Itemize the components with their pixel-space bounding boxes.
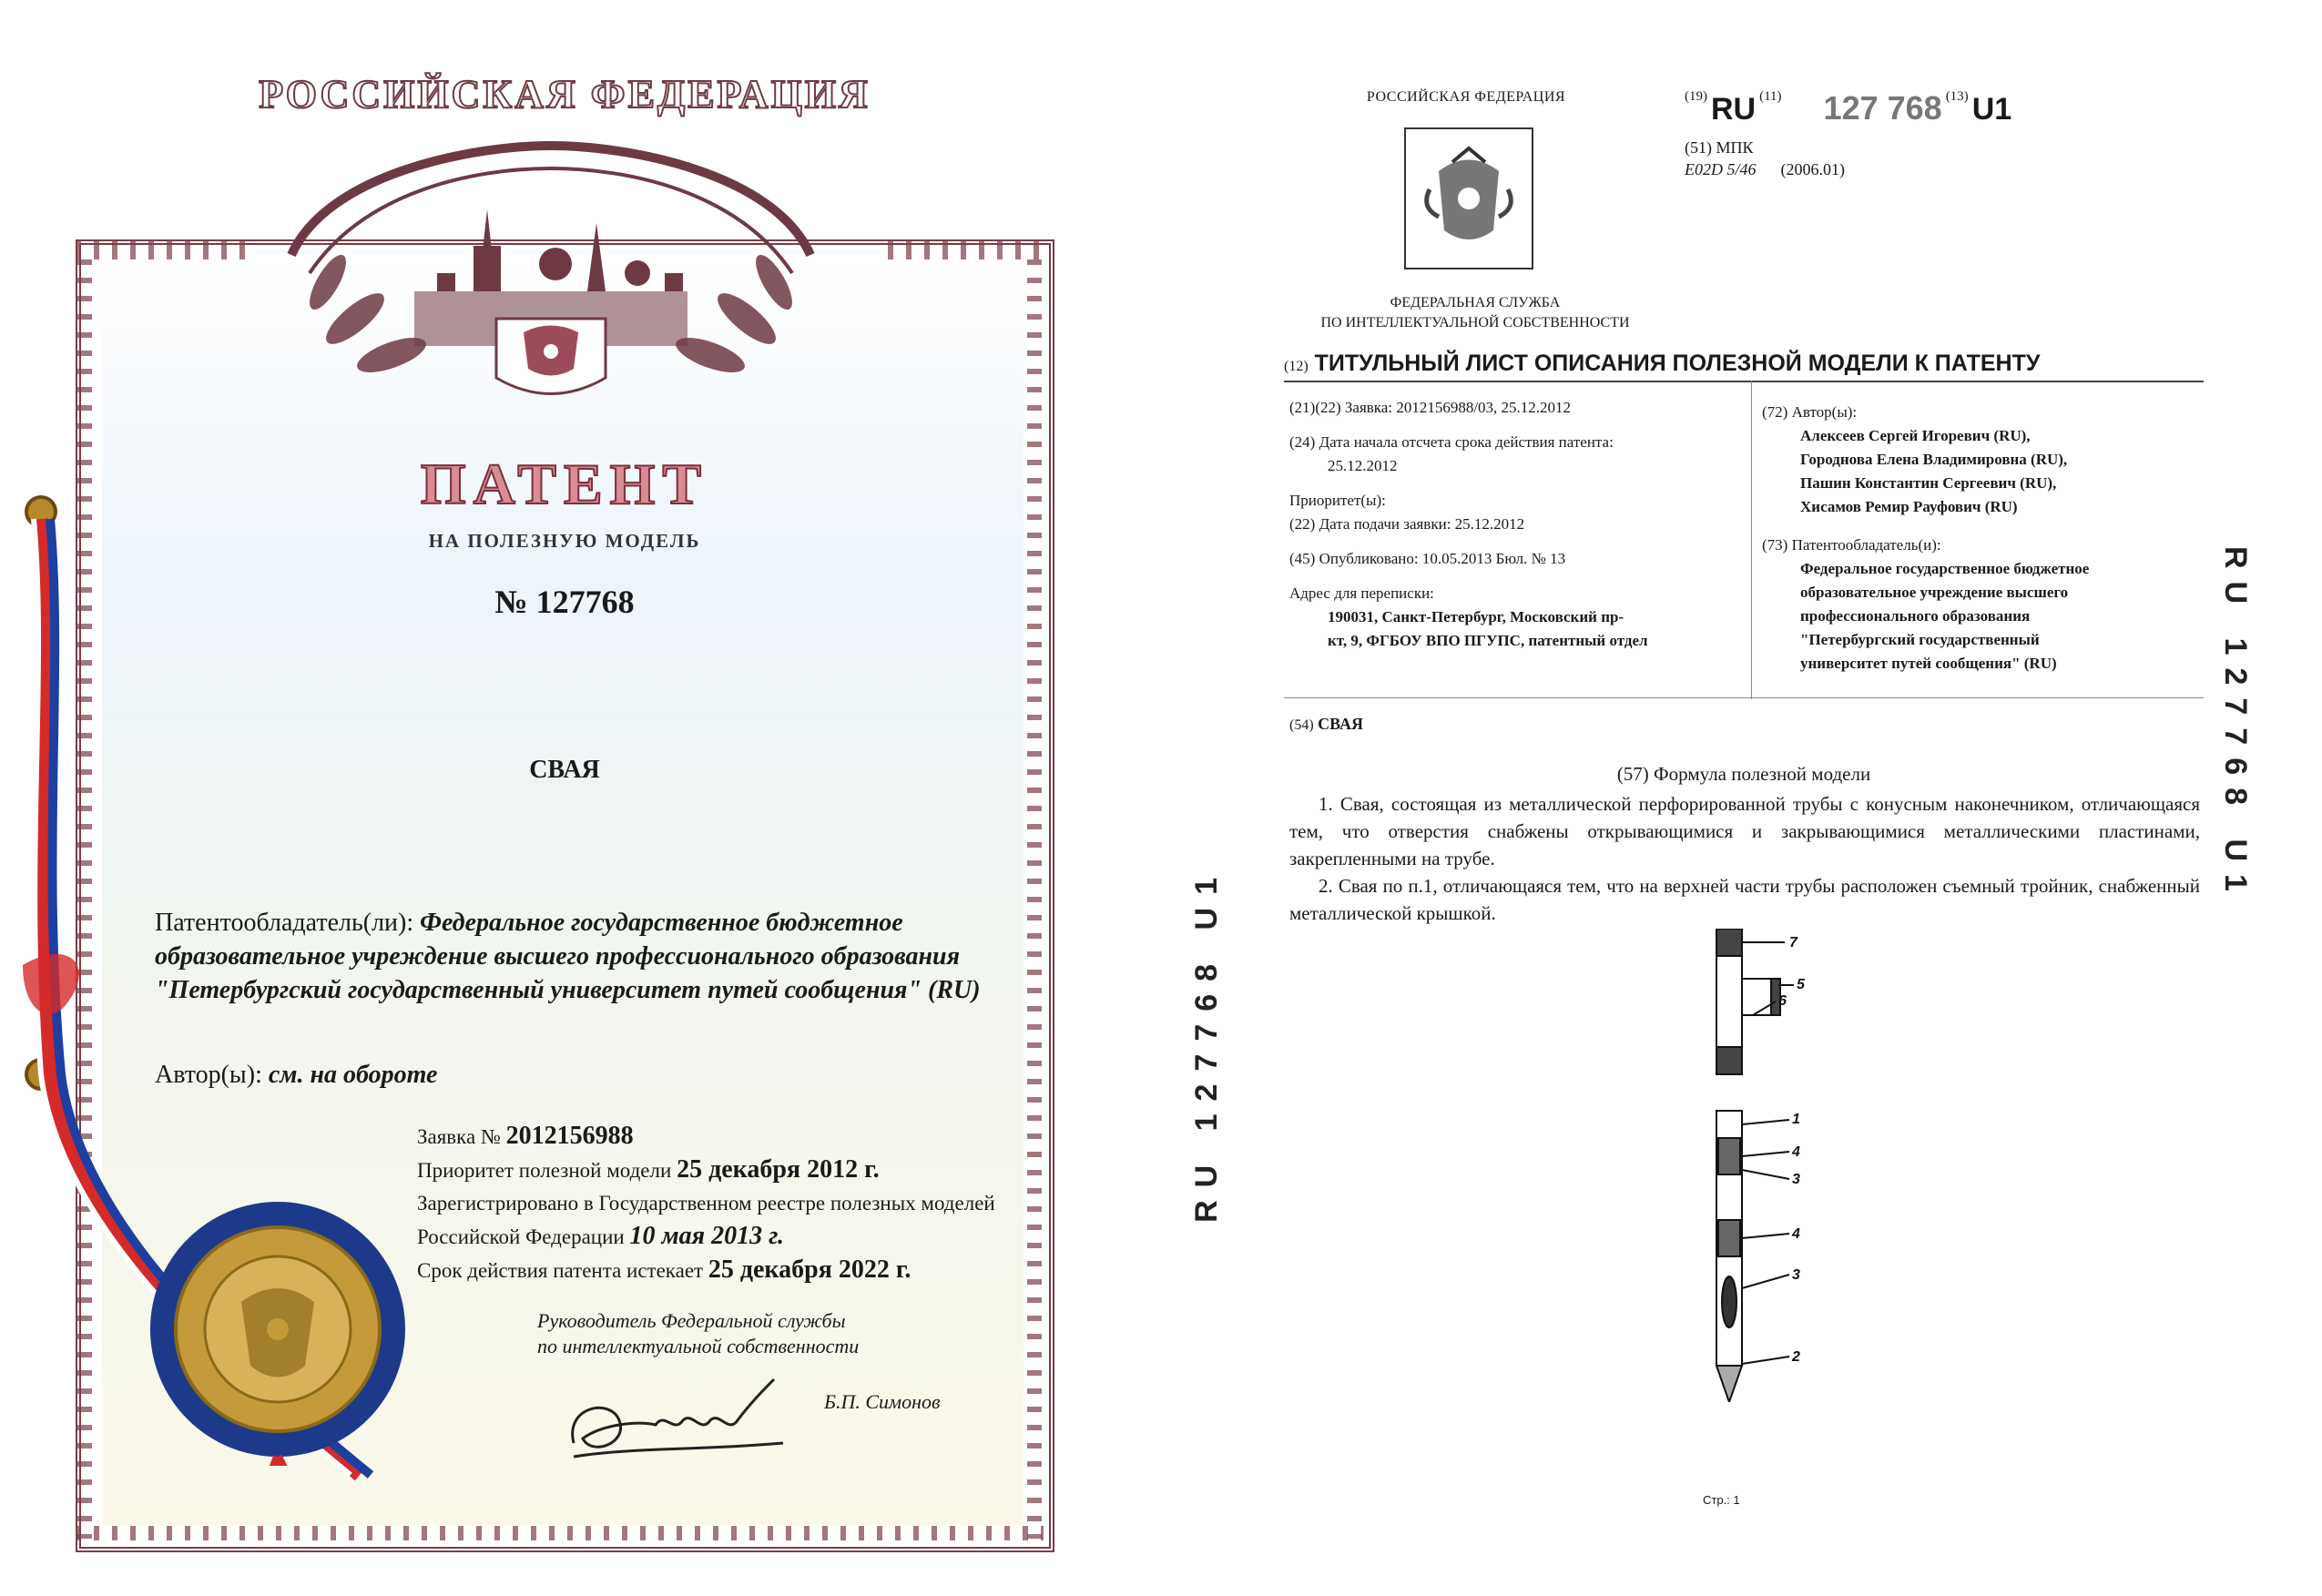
- country-code: RU: [1711, 92, 1757, 127]
- service-line: ФЕДЕРАЛЬНАЯ СЛУЖБА: [1390, 295, 1561, 310]
- priority-block: [1289, 489, 1745, 536]
- ipc-label: (51) МПК: [1685, 138, 1754, 157]
- patent-number: № 127768: [494, 584, 635, 620]
- registered-date: 10 мая 2013 г.: [629, 1222, 785, 1250]
- expiry-label: Срок действия патента истекает: [417, 1259, 704, 1282]
- frame-ornament: [1027, 259, 1042, 1539]
- ipc-class: E02D 5/46: [1685, 160, 1757, 178]
- author-item: Пашин Константин Сергеевич (RU),: [1800, 474, 2057, 492]
- side-code-left: RU 127768 U1: [1189, 865, 1224, 1223]
- drawing-label: 3: [1792, 1267, 1800, 1283]
- title-sheet: [1175, 0, 2322, 1596]
- priority-date: 25 декабря 2012 г.: [677, 1155, 880, 1184]
- registration-details: [417, 1120, 1000, 1287]
- pile-drawing: [1685, 929, 1867, 1402]
- address-line: 190031, Санкт-Петербург, Московский пр-: [1328, 608, 1624, 625]
- claim-1: 1. Свая, состоящая из металлической перфорированной трубы с конусным наконечником, отличающаяся тем, что отверстия снабжены открывающимися и закрывающимися металлическими пластинами, закрепленными на трубе.: [1289, 793, 2200, 869]
- authors-label: Автор(ы):: [155, 1061, 262, 1089]
- address-label: Адрес для переписки:: [1289, 585, 1434, 602]
- frame-ornament: [76, 239, 249, 259]
- signature: [555, 1370, 801, 1470]
- filing-date: (22) Дата подачи заявки: 25.12.2012: [1289, 515, 1525, 533]
- ipc-classification: [1685, 137, 1845, 180]
- priority-line: [417, 1154, 1000, 1187]
- drawing-label: 6: [1778, 993, 1787, 1009]
- invention-name: СВАЯ: [529, 756, 600, 784]
- drawing-label: 2: [1792, 1349, 1800, 1365]
- author-item: Алексеев Сергей Игоревич (RU),: [1800, 427, 2031, 444]
- title-code: (54): [1289, 717, 1314, 733]
- registered-label: Зарегистрировано в Государственном реестре полезных моделей Российской Федерации: [417, 1192, 995, 1248]
- start-date-block: [1289, 431, 1745, 478]
- claims-text: [1289, 790, 2200, 927]
- kremlin-wreath-emblem: [255, 137, 847, 410]
- holder-line: "Петербургский государственный: [1800, 631, 2040, 648]
- section-divider: [1284, 697, 2204, 698]
- sheet-heading: [1284, 351, 2204, 382]
- bibliographic-data: [1289, 396, 1745, 664]
- patent-number: 127 768: [1823, 89, 1942, 127]
- holder-line: университет путей сообщения" (RU): [1800, 655, 2057, 672]
- claim-2: 2. Свая по п.1, отличающаяся тем, что на верхней части трубы расположен съемный тройник, снабженный металлической крышкой.: [1289, 875, 2200, 924]
- address-line: кт, 9, ФГБОУ ВПО ПГУПС, патентный отдел: [1328, 632, 1648, 649]
- holder-line: профессионального образования: [1800, 607, 2031, 625]
- heading-code: (12): [1284, 359, 1309, 374]
- document-kind: U1: [1971, 92, 2012, 127]
- signer-name: Б.П. Симонов: [824, 1390, 941, 1413]
- drawing-label: 3: [1792, 1172, 1800, 1187]
- expiry-line: [417, 1254, 1000, 1287]
- title-text: СВАЯ: [1318, 715, 1364, 733]
- priority-label: Приоритет(ы):: [1289, 492, 1386, 509]
- side-code-right: RU 127768 U1: [2218, 546, 2253, 904]
- drawing-label: 7: [1789, 935, 1798, 950]
- application-label: Заявка №: [417, 1125, 501, 1148]
- address-block: [1289, 582, 1745, 653]
- application-line: [417, 1120, 1000, 1154]
- authors-value: см. на обороте: [268, 1061, 438, 1089]
- published-line: (45) Опубликовано: 10.05.2013 Бюл. № 13: [1289, 550, 1566, 567]
- page-number: Стр.: 1: [1703, 1493, 1740, 1507]
- certificate-header: РОССИЙСКАЯ ФЕДЕРАЦИЯ: [259, 72, 871, 117]
- authors-holders: [1762, 401, 2190, 676]
- expiry-date: 25 декабря 2022 г.: [708, 1255, 911, 1284]
- claims-heading: (57) Формула полезной модели: [1616, 763, 1871, 785]
- patent-title: ПАТЕНТ: [420, 452, 709, 516]
- author-item: Хисамов Ремир Рауфович (RU): [1800, 498, 2018, 515]
- patent-code-row: [1685, 89, 2011, 127]
- drawing-label: 4: [1792, 1144, 1800, 1160]
- author-item: Городнова Елена Владимировна (RU),: [1800, 451, 2068, 468]
- signer-title-line: по интеллектуальной собственности: [537, 1335, 860, 1357]
- patent-subtitle: НА ПОЛЕЗНУЮ МОДЕЛЬ: [428, 530, 701, 552]
- frame-ornament: [888, 239, 1044, 259]
- code-19: (19): [1685, 89, 1707, 104]
- frame-ornament: [76, 1526, 1044, 1540]
- drawing-label: 4: [1792, 1226, 1800, 1242]
- application-line: (21)(22) Заявка: 2012156988/03, 25.12.2012: [1289, 399, 1572, 416]
- federation-label: РОССИЙСКАЯ ФЕДЕРАЦИЯ: [1366, 89, 1566, 105]
- service-name: [1284, 293, 1666, 333]
- holder-line: Федеральное государственное бюджетное: [1800, 560, 2090, 577]
- code-11: (11): [1759, 89, 1782, 104]
- code-13: (13): [1945, 89, 1969, 104]
- registered-line: [417, 1187, 1000, 1254]
- column-divider: [1751, 381, 1752, 699]
- drawing-label: 1: [1792, 1112, 1800, 1127]
- heading-text: ТИТУЛЬНЫЙ ЛИСТ ОПИСАНИЯ ПОЛЕЗНОЙ МОДЕЛИ К ПАТЕНТУ: [1314, 351, 2041, 376]
- authors-label: (72) Автор(ы):: [1762, 403, 1858, 421]
- holder-line: образовательное учреждение высшего: [1800, 584, 2069, 601]
- application-number: 2012156988: [505, 1122, 634, 1150]
- coat-of-arms-emblem: [1402, 126, 1535, 271]
- patent-certificate: [0, 0, 1093, 1596]
- signer-title: [537, 1308, 859, 1359]
- drawing-label: 5: [1797, 977, 1805, 992]
- start-date-label: (24) Дата начала отсчета срока действия патента:: [1289, 433, 1614, 451]
- holder-value: Федеральное государственное бюджетное образовательное учреждение высшего профессионального образования "Петербургский государственный университет путей сообщения" (RU): [155, 909, 981, 1004]
- start-date: 25.12.2012: [1328, 457, 1398, 474]
- gold-seal: [141, 1193, 414, 1466]
- holder-label: Патентообладатель(ли):: [155, 909, 414, 937]
- utility-model-title: [1289, 715, 1363, 734]
- priority-label: Приоритет полезной модели: [417, 1159, 672, 1182]
- service-line: ПО ИНТЕЛЛЕКТУАЛЬНОЙ СОБСТВЕННОСТИ: [1320, 315, 1630, 330]
- ipc-version: (2006.01): [1780, 160, 1845, 178]
- signer-title-line: Руководитель Федеральной службы: [537, 1309, 846, 1332]
- holders-label: (73) Патентообладатель(и):: [1762, 536, 1941, 554]
